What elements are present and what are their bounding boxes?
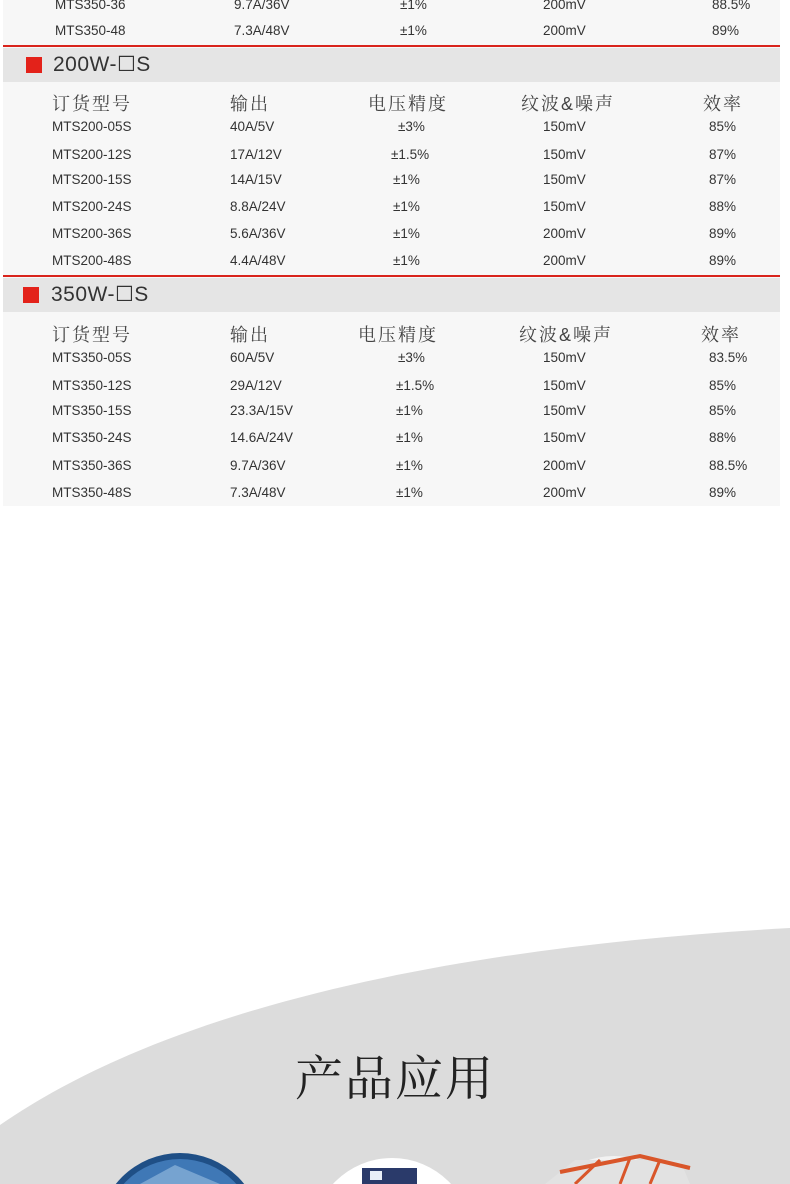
ripple-cell: 200mV — [543, 23, 586, 38]
model-cell: MTS200-15S — [52, 172, 132, 187]
output-cell: 9.7A/36V — [234, 0, 290, 12]
output-cell: 7.3A/48V — [230, 485, 286, 500]
ripple-cell: 150mV — [543, 147, 586, 162]
model-cell: MTS350-12S — [52, 378, 132, 393]
efficiency-cell: 89% — [709, 253, 737, 268]
efficiency-cell: 89% — [709, 226, 737, 241]
col-header-ripple: 纹波&噪声 — [521, 94, 616, 114]
ripple-cell: 150mV — [543, 119, 586, 134]
accuracy-cell: ±1% — [393, 253, 420, 268]
efficiency-cell: 87% — [709, 172, 737, 187]
efficiency-cell: 89% — [709, 485, 737, 500]
accuracy-cell: ±1.5% — [391, 147, 430, 162]
ripple-cell: 200mV — [543, 226, 586, 241]
ripple-cell: 200mV — [543, 253, 586, 268]
ripple-cell: 150mV — [543, 430, 586, 445]
accuracy-cell: ±1% — [396, 430, 423, 445]
accuracy-cell: ±1% — [400, 23, 427, 38]
efficiency-cell: 88.5% — [709, 458, 748, 473]
ripple-cell: 150mV — [543, 350, 586, 365]
output-cell: 23.3A/15V — [230, 403, 294, 418]
accuracy-cell: ±1% — [393, 199, 420, 214]
section-title: 350W-☐S — [51, 283, 149, 306]
accuracy-cell: ±1.5% — [396, 378, 435, 393]
ripple-cell: 200mV — [543, 0, 586, 12]
model-cell: MTS350-15S — [52, 403, 132, 418]
efficiency-cell: 85% — [709, 119, 737, 134]
efficiency-cell: 89% — [712, 23, 740, 38]
efficiency-cell: 83.5% — [709, 350, 748, 365]
accuracy-cell: ±3% — [398, 119, 425, 134]
ripple-cell: 150mV — [543, 199, 586, 214]
output-cell: 5.6A/36V — [230, 226, 286, 241]
model-cell: MTS350-48 — [55, 23, 126, 38]
efficiency-cell: 85% — [709, 403, 737, 418]
output-cell: 4.4A/48V — [230, 253, 286, 268]
accuracy-cell: ±1% — [393, 172, 420, 187]
accuracy-cell: ±1% — [396, 485, 423, 500]
col-header-ripple: 纹波&噪声 — [519, 325, 614, 345]
output-cell: 60A/5V — [230, 350, 275, 365]
col-header-accuracy: 电压精度 — [368, 94, 448, 114]
output-cell: 29A/12V — [230, 378, 282, 393]
accuracy-cell: ±1% — [396, 403, 423, 418]
ripple-cell: 200mV — [543, 458, 586, 473]
output-cell: 40A/5V — [230, 119, 275, 134]
col-header-efficiency: 效率 — [701, 325, 741, 345]
output-cell: 9.7A/36V — [230, 458, 286, 473]
col-header-output: 输出 — [230, 94, 270, 114]
accuracy-cell: ±3% — [398, 350, 425, 365]
applications-title: 产品应用 — [294, 1053, 495, 1106]
output-cell: 14A/15V — [230, 172, 282, 187]
ripple-cell: 200mV — [543, 485, 586, 500]
section-title: 200W-☐S — [53, 53, 151, 76]
col-header-model: 订货型号 — [52, 325, 132, 345]
efficiency-cell: 85% — [709, 378, 737, 393]
ripple-cell: 150mV — [543, 378, 586, 393]
output-cell: 8.8A/24V — [230, 199, 286, 214]
accuracy-cell: ±1% — [400, 0, 427, 12]
accuracy-cell: ±1% — [396, 458, 423, 473]
output-cell: 14.6A/24V — [230, 430, 294, 445]
model-cell: MTS350-48S — [52, 485, 132, 500]
efficiency-cell: 88.5% — [712, 0, 751, 12]
efficiency-cell: 88% — [709, 430, 737, 445]
col-header-output: 输出 — [230, 325, 270, 345]
efficiency-cell: 88% — [709, 199, 737, 214]
model-cell: MTS200-12S — [52, 147, 132, 162]
col-header-model: 订货型号 — [52, 94, 132, 114]
col-header-accuracy: 电压精度 — [358, 325, 438, 345]
model-cell: MTS200-24S — [52, 199, 132, 214]
efficiency-cell: 87% — [709, 147, 737, 162]
output-cell: 17A/12V — [230, 147, 282, 162]
model-cell: MTS350-05S — [52, 350, 132, 365]
ripple-cell: 150mV — [543, 172, 586, 187]
col-header-efficiency: 效率 — [703, 94, 743, 114]
model-cell: MTS350-36S — [52, 458, 132, 473]
ripple-cell: 150mV — [543, 403, 586, 418]
model-cell: MTS200-36S — [52, 226, 132, 241]
accuracy-cell: ±1% — [393, 226, 420, 241]
output-cell: 7.3A/48V — [234, 23, 290, 38]
model-cell: MTS350-36 — [55, 0, 126, 12]
model-cell: MTS350-24S — [52, 430, 132, 445]
model-cell: MTS200-48S — [52, 253, 132, 268]
model-cell: MTS200-05S — [52, 119, 132, 134]
